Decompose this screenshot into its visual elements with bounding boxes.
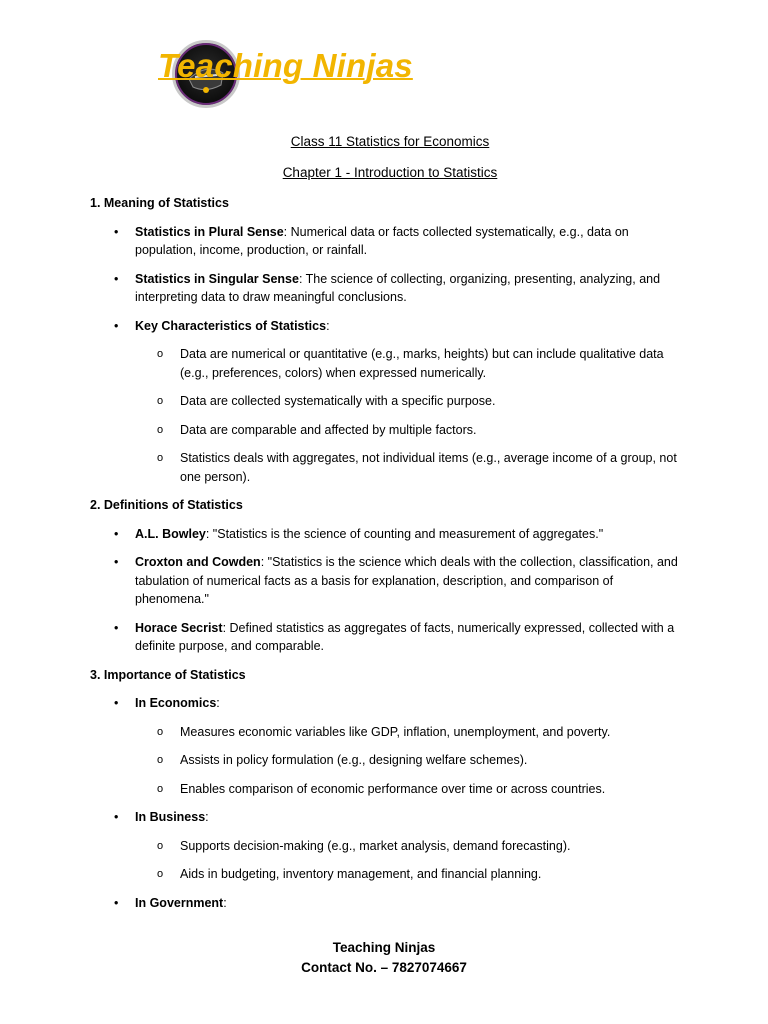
sections-container [90, 194, 690, 912]
section-heading: 1. Meaning of Statistics [90, 196, 229, 210]
list-item [90, 270, 690, 307]
sub-list-item [135, 449, 690, 486]
item-term: A.L. Bowley [135, 526, 206, 541]
item-text: : "Statistics is the science of counting and measurement of aggregates." [205, 526, 604, 541]
sub-list-item [135, 392, 690, 411]
item-term: Statistics in Singular Sense [135, 271, 299, 286]
sub-item-text: Enables comparison of economic performance over time or across countries. [180, 781, 606, 796]
sub-list-item [135, 751, 690, 770]
bullet-marker: • [114, 224, 119, 239]
list-item [90, 553, 690, 609]
footer-contact: Contact No. – 7827074667 [301, 960, 467, 975]
sub-bullet-marker: o [157, 839, 164, 852]
sub-item-text: Statistics deals with aggregates, not individual items (e.g., average income of a group, not one person). [180, 451, 677, 484]
bullet-list [90, 694, 690, 912]
footer-brand: Teaching Ninjas [332, 940, 436, 955]
sub-item-text: Measures economic variables like GDP, inflation, unemployment, and poverty. [180, 724, 611, 739]
document-title: Class 11 Statistics for Economics [290, 134, 490, 149]
list-item [90, 619, 690, 656]
list-item [90, 894, 690, 913]
bullet-marker: • [114, 271, 119, 286]
section-heading: 2. Definitions of Statistics [90, 498, 243, 512]
list-item [90, 525, 690, 544]
bullet-marker: • [114, 895, 119, 910]
item-term: In Government [135, 895, 224, 910]
item-text: : Defined statistics as aggregates of facts, numerically expressed, collected with a definite purpose, and comparable. [135, 620, 675, 653]
sub-list [135, 723, 690, 799]
item-term: In Economics [135, 696, 217, 710]
sub-item-text: Supports decision-making (e.g., market analysis, demand forecasting). [180, 838, 571, 853]
sub-item-text: Data are numerical or quantitative (e.g., marks, heights) but can include qualitative data (e.g., preferences, colors) when expressed numerically. [180, 347, 664, 380]
sub-bullet-marker: o [157, 452, 164, 464]
item-text: : [326, 318, 330, 333]
item-term: Croxton and Cowden [135, 555, 261, 569]
item-text: : [223, 895, 227, 910]
item-term: In Business [135, 810, 206, 824]
bullet-marker: • [114, 526, 119, 541]
sub-bullet-marker: o [157, 754, 164, 766]
bullet-marker: • [114, 318, 119, 333]
sub-bullet-marker: o [157, 395, 164, 407]
bullet-marker: • [114, 810, 119, 824]
sub-list [135, 837, 690, 884]
sub-item-text: Assists in policy formulation (e.g., designing welfare schemes). [180, 753, 528, 767]
bullet-list [90, 223, 690, 487]
sub-item-text: Data are collected systematically with a specific purpose. [180, 394, 496, 408]
bullet-marker: • [114, 696, 119, 710]
sub-list-item [135, 780, 690, 799]
sub-bullet-marker: o [157, 348, 164, 360]
sub-bullet-marker: o [157, 868, 164, 880]
document-body [90, 133, 690, 922]
chapter-title: Chapter 1 - Introduction to Statistics [282, 164, 498, 180]
sub-list-item [135, 345, 690, 382]
item-term: Horace Secrist [135, 620, 223, 635]
sub-item-text: Aids in budgeting, inventory management, and financial planning. [180, 867, 542, 881]
bullet-list [90, 525, 690, 656]
sub-list-item [135, 837, 690, 856]
sub-list [135, 345, 690, 486]
brand-title[interactable]: Teaching Ninjas [158, 47, 413, 84]
item-text: : [205, 810, 209, 824]
footer [0, 938, 768, 978]
sub-item-text: Data are comparable and affected by multiple factors. [180, 422, 477, 437]
bullet-marker: • [114, 555, 119, 569]
header [158, 38, 458, 113]
list-item [90, 317, 690, 487]
item-text: : "Statistics is the science which deals with the collection, classification, and tabulation of numerical facts as a basis for explanation, description, and comparison of phenomena." [135, 555, 678, 606]
bullet-marker: • [114, 620, 119, 635]
sub-bullet-marker: o [157, 725, 164, 738]
list-item [90, 694, 690, 798]
list-item [90, 223, 690, 260]
item-term: Statistics in Plural Sense [135, 224, 284, 239]
sub-bullet-marker: o [157, 782, 164, 795]
item-text: : [216, 696, 220, 710]
sub-list-item [135, 421, 690, 440]
sub-bullet-marker: o [157, 423, 164, 436]
list-item [90, 808, 690, 884]
item-text: : Numerical data or facts collected systematically, e.g., data on population, income, production, or rainfall. [135, 224, 629, 257]
item-text: : The science of collecting, organizing, presenting, analyzing, and interpreting data to draw meaningful conclusions. [135, 271, 661, 304]
item-term: Key Characteristics of Statistics [135, 318, 327, 333]
section-heading: 3. Importance of Statistics [90, 667, 246, 682]
sub-list-item [135, 723, 690, 742]
sub-list-item [135, 865, 690, 884]
